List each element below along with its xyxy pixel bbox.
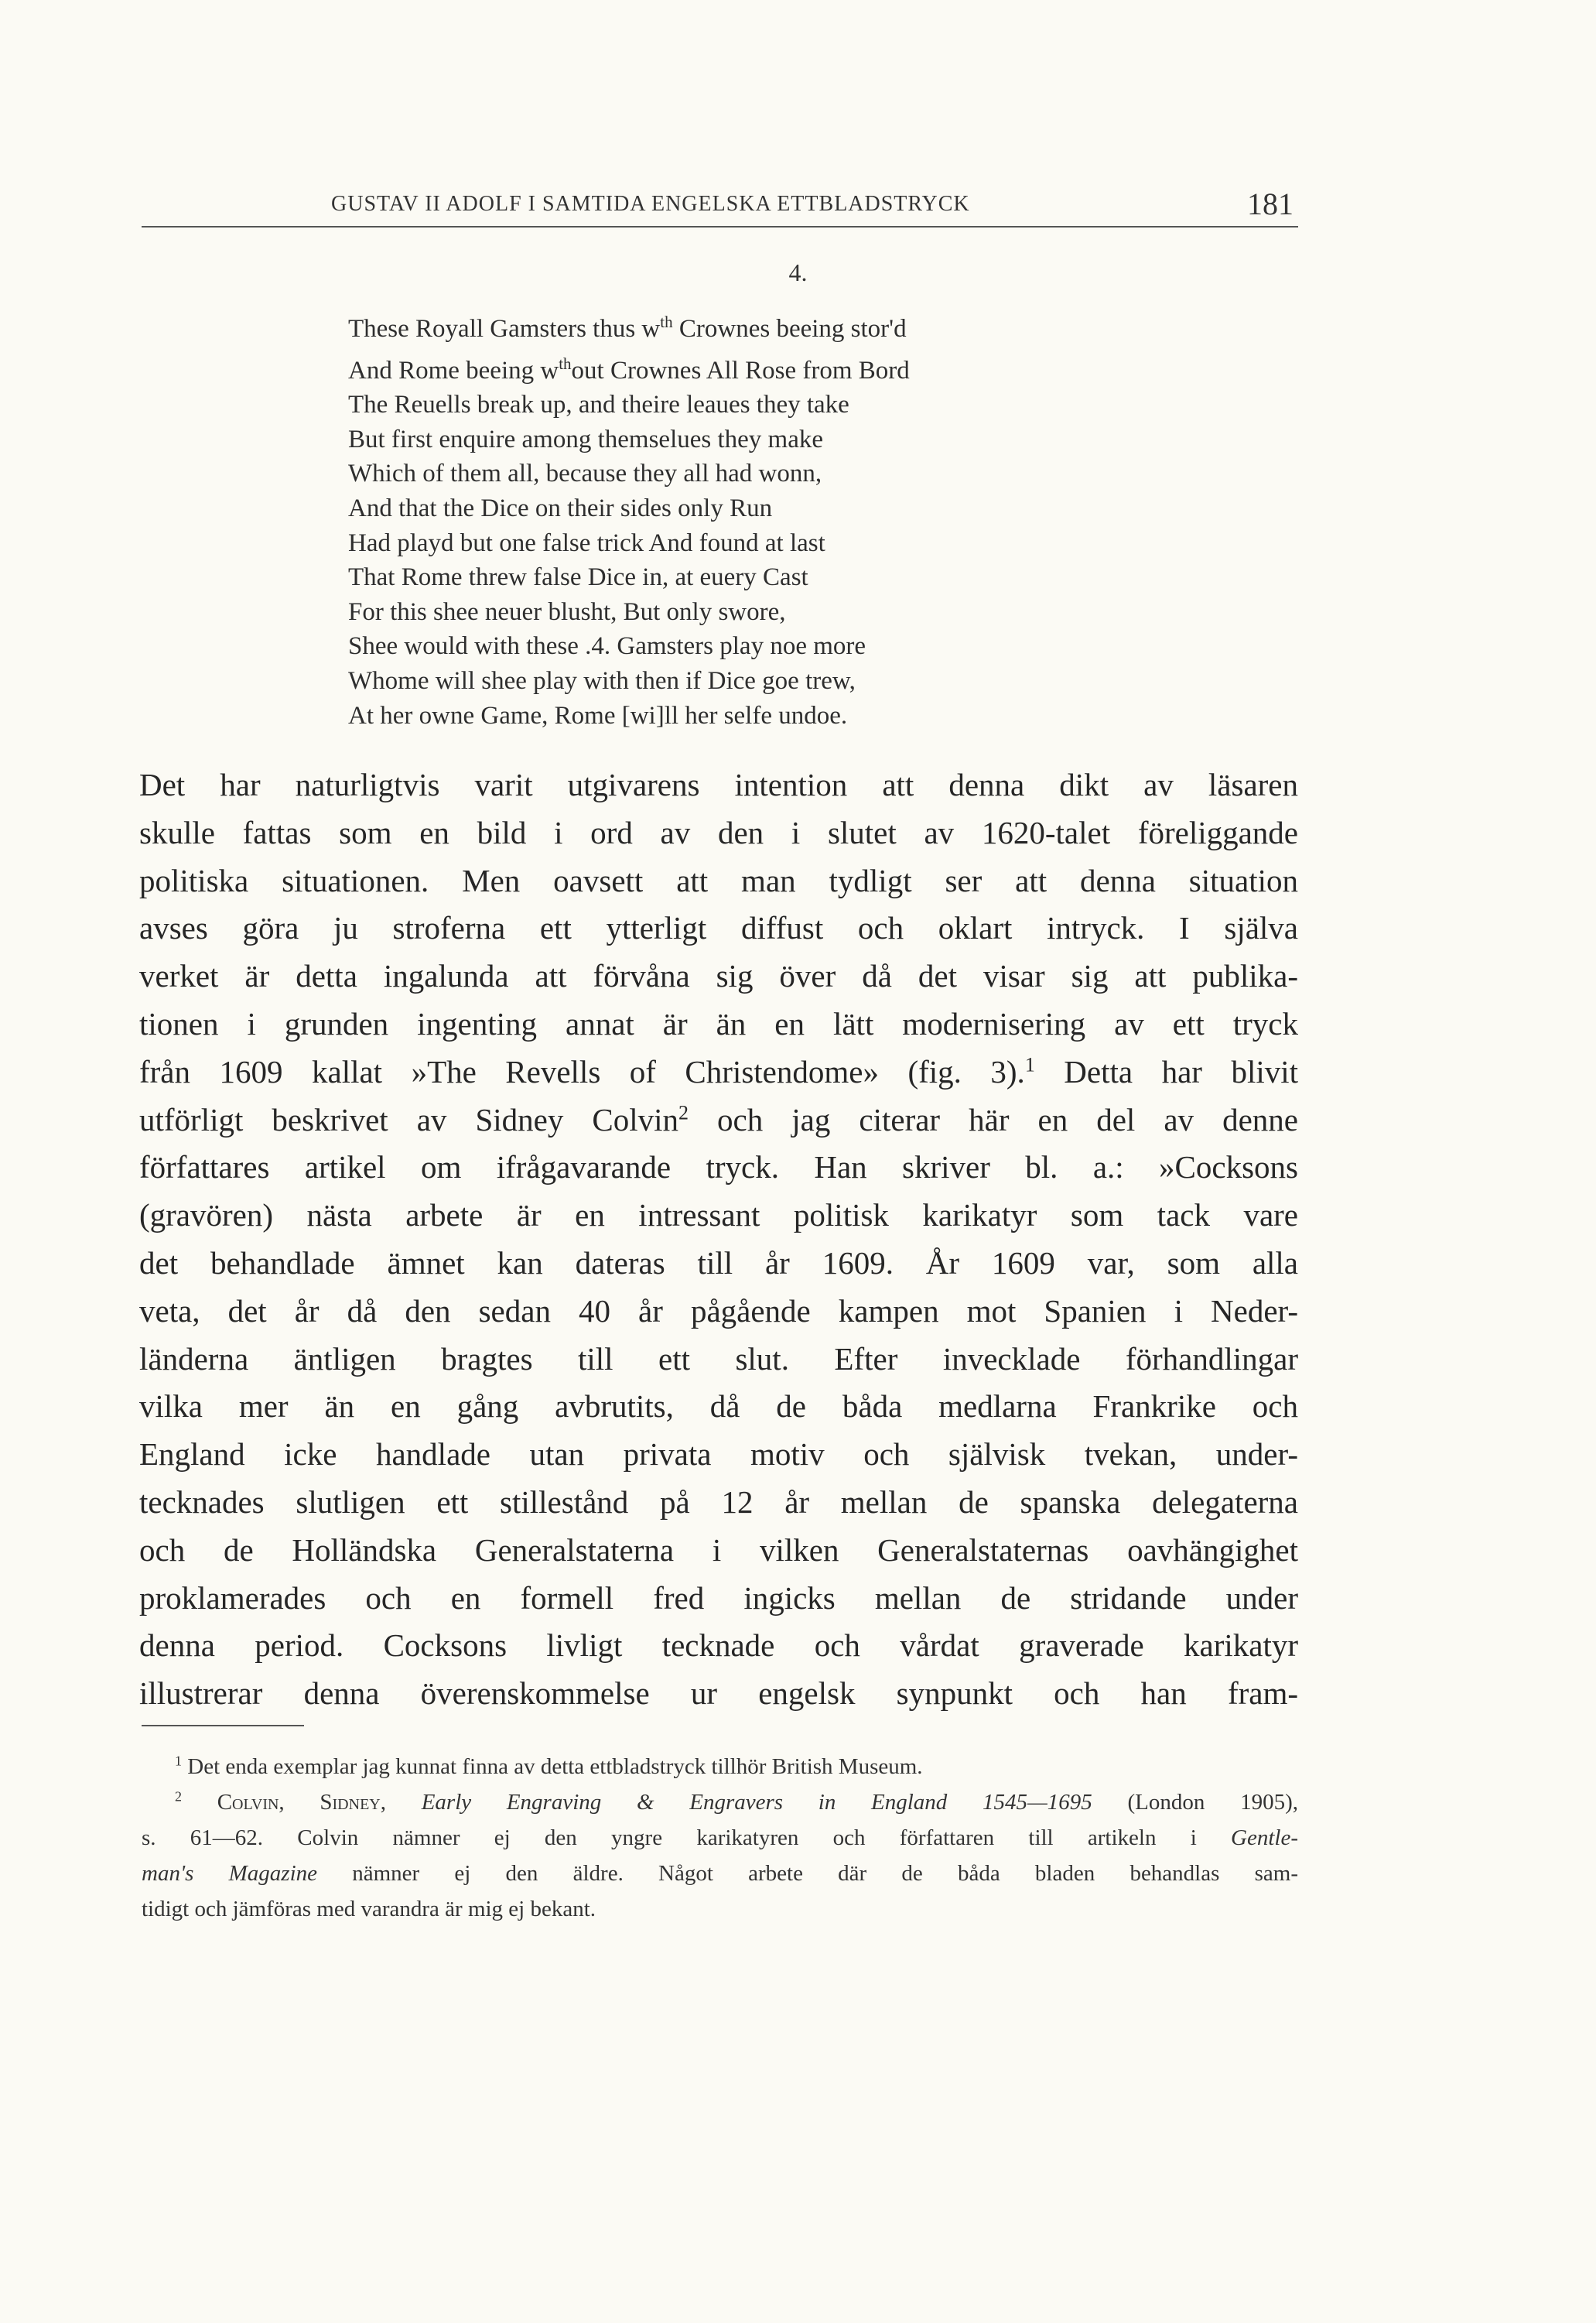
footnotes: [142, 1749, 1298, 1927]
body-line: det behandlade ämnet kan dateras till år 1609. År 1609 var, som alla: [139, 1244, 1298, 1281]
body-line: Det har naturligtvis varit utgivarens intention att denna dikt av läsaren: [139, 767, 1298, 802]
body-line: veta, det år då den sedan 40 år pågående kampen mot Spanien i Neder-: [139, 1292, 1298, 1329]
footnote-ref-1[interactable]: 1: [1024, 1053, 1035, 1076]
body-line: skulle fattas som en bild i ord av den i slutet av 1620-talet föreliggande: [139, 814, 1298, 850]
body-line: illustrerar denna överenskommelse ur engelsk synpunkt och han fram-: [139, 1675, 1298, 1712]
poem-line: The Reuells break up, and theire leaues they take: [348, 391, 849, 419]
body-line: tionen i grunden ingenting annat är än en lätt modernisering av ett tryck: [139, 1005, 1298, 1042]
body-line: politiska situationen. Men oavsett att man tydligt ser att denna situation: [139, 862, 1298, 898]
body-line: utförligt beskrivet av Sidney Colvin$^2$ och jag citerar här en del av denne: [139, 1100, 1298, 1138]
stanza-number: 4.: [788, 258, 808, 286]
body-line: från 1609 kallat »The Revells of Christendome» (fig. 3).$^1$ Detta har blivit: [139, 1053, 1299, 1090]
poem-line: At her owne Game, Rome [wi]ll her selfe undoe.: [348, 701, 848, 730]
footnote-ref-2[interactable]: 2: [678, 1100, 689, 1124]
body-line: verket är detta ingalunda att förvåna sig över då det visar sig att publika-: [139, 958, 1298, 994]
poem-line: Whome will shee play with then if Dice goe trew,: [348, 666, 856, 695]
body-line: tecknades slutligen ett stillestånd på 12 år mellan de spanska delegaterna: [139, 1483, 1298, 1520]
footnote-2-line: tidigt och jämföras med varandra är mig ej bekant.: [142, 1897, 596, 1921]
body-line: denna period. Cocksons livligt tecknade och vårdat graverade karikatyr: [139, 1627, 1298, 1664]
body-line: vilka mer än en gång avbrutits, då de båda medlarna Frankrike och: [139, 1388, 1298, 1425]
body-line: (gravören) nästa arbete är en intressant politisk karikatyr som tack vare: [139, 1197, 1298, 1233]
poem: [348, 305, 1199, 733]
footnote-2-line: s. 61—62. Colvin nämner ej den yngre karikatyren och författaren till artikeln i Gentle-: [142, 1825, 1298, 1850]
body-paragraph: [139, 761, 1298, 1718]
poem-line: Had playd but one false trick And found at last: [348, 529, 825, 557]
poem-line: These Royall Gamsters thus $w^{th}$ Crownes beeing stor'd: [348, 313, 907, 343]
body-line: länderna äntligen bragtes till ett slut. Efter invecklade förhandlingar: [139, 1340, 1298, 1377]
page-number: 181: [1247, 186, 1294, 221]
running-title: GUSTAV II ADOLF I SAMTIDA ENGELSKA ETTBLADSTRYCK: [331, 192, 970, 216]
poem-line: But first enquire among themselues they make: [348, 425, 824, 453]
running-head: [142, 186, 1298, 228]
footnote-2-line: man's Magazine nämner ej den äldre. Något arbete där de båda bladen behandlas sam-: [142, 1861, 1298, 1886]
poem-line: That Rome threw false Dice in, at euery Cast: [348, 563, 808, 592]
footnote-1: $^1$ Det enda exemplar jag kunnat finna av detta ettbladstryck tillhör British Museum.: [175, 1753, 923, 1779]
body-line: författares artikel om ifrågavarande tryck. Han skriver bl. a.: »Cocksons: [139, 1149, 1298, 1185]
poem-line: And Rome beeing $w^{th}out$ Crownes All Rose from Bord: [348, 354, 910, 385]
body-line: England icke handlade utan privata motiv och självisk tvekan, under-: [139, 1436, 1298, 1473]
body-line: proklamerades och en formell fred ingicks mellan de stridande under: [139, 1579, 1298, 1616]
poem-line: Shee would with these .4. Gamsters play noe more: [348, 632, 866, 661]
footnote-2: $^2$ Colvin, Sidney, Early Engraving & Engravers in England 1545—1695 (London 1905),: [175, 1788, 1299, 1815]
poem-line: For this shee neuer blusht, But only swore,: [348, 597, 786, 626]
footnote-divider: [142, 1725, 304, 1726]
poem-line: And that the Dice on their sides only Run: [348, 494, 773, 522]
body-line: och de Holländska Generalstaterna i vilken Generalstaternas oavhängighet: [139, 1531, 1298, 1568]
poem-line: Which of them all, because they all had wonn,: [348, 460, 822, 488]
body-line: avses göra ju stroferna ett ytterligt diffust och oklart intryck. I själva: [139, 910, 1298, 946]
